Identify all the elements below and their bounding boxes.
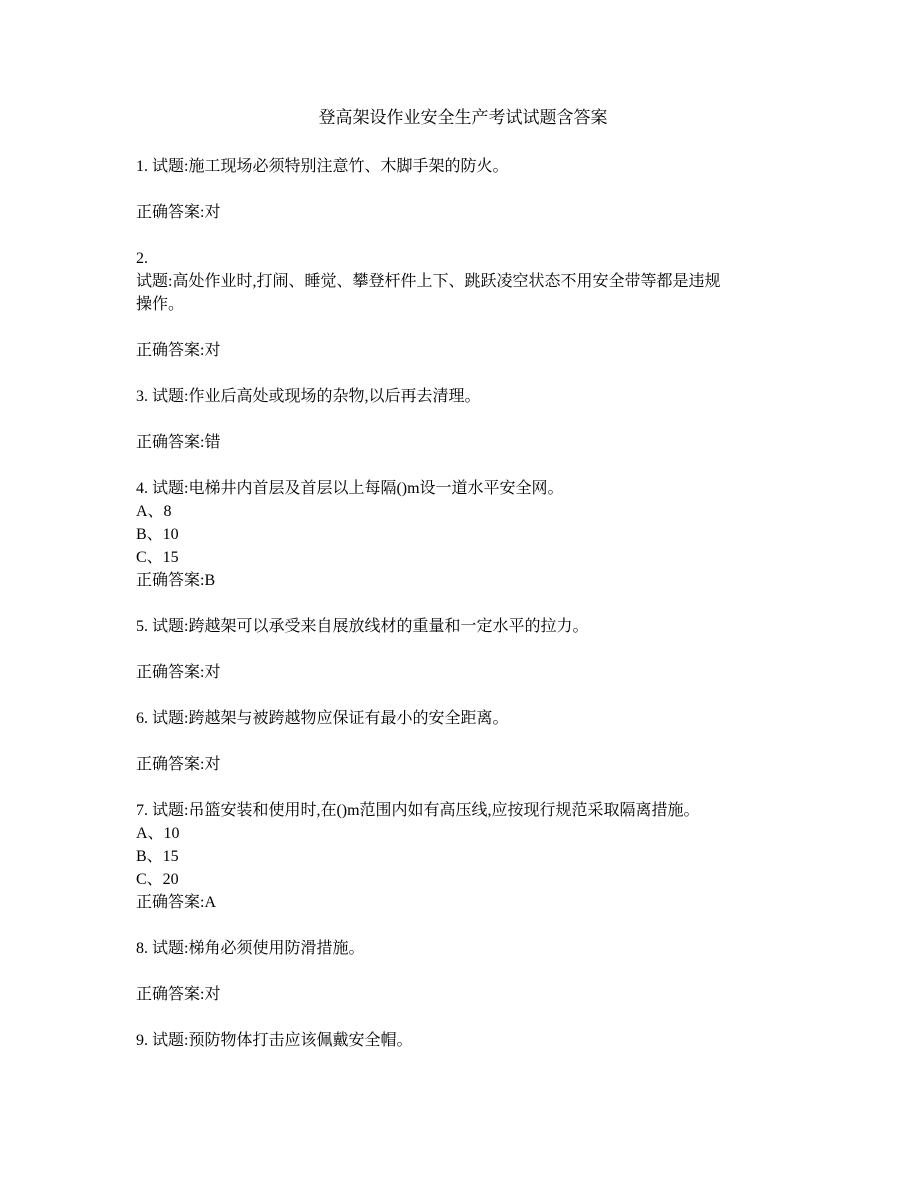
answer-label: 正确答案: [136,986,205,1003]
question-prefix: 试题: [152,802,189,819]
answer-1 [136,201,790,224]
answer-value: 对 [204,342,221,359]
answer-value: A [204,894,217,911]
answer-label: 正确答案: [136,204,205,221]
question-number: 2. [136,250,148,267]
question-6 [136,707,790,730]
answer-value: 错 [204,434,221,451]
question-number: 7. [136,802,148,819]
answer-label: 正确答案: [136,434,205,451]
question-prefix: 试题: [152,1032,189,1049]
question-text: 施工现场必须特别注意竹、木脚手架的防火。 [188,158,509,175]
question-number: 3. [136,388,148,405]
option-c: C、15 [136,549,179,566]
answer-label: 正确答案: [136,894,205,911]
question-number: 6. [136,710,148,727]
question-prefix: 试题: [152,940,189,957]
answer-label: 正确答案: [136,664,205,681]
answer-8 [136,983,790,1006]
question-3 [136,385,790,408]
question-number: 1. [136,158,148,175]
answer-3 [136,431,790,454]
question-text: 跨越架与被跨越物应保证有最小的安全距离。 [188,710,509,727]
question-9 [136,1029,790,1052]
answer-4 [136,569,790,592]
answer-value: 对 [204,664,221,681]
answer-7 [136,891,790,914]
question-number: 5. [136,618,148,635]
question-prefix: 试题: [152,158,189,175]
question-text: 梯角必须使用防滑措施。 [188,940,365,957]
option-b: B、10 [136,526,179,543]
option-c: C、20 [136,871,179,888]
answer-label: 正确答案: [136,756,205,773]
question-text-line-1: 高处作业时,打闹、睡觉、攀登杆件上下、跳跃凌空状态不用安全带等都是违规 [172,273,721,290]
answer-value: 对 [204,986,221,1003]
question-4 [136,477,790,500]
answer-value: 对 [204,756,221,773]
answer-5 [136,661,790,684]
option-a: A、10 [136,825,180,842]
question-text: 电梯井内首层及首层以上每隔()m设一道水平安全网。 [188,480,564,497]
question-1 [136,155,790,178]
question-text: 预防物体打击应该佩戴安全帽。 [188,1032,413,1049]
question-prefix: 试题: [152,388,189,405]
option-b: B、15 [136,848,179,865]
answer-6 [136,753,790,776]
option-a: A、8 [136,503,172,520]
answer-label: 正确答案: [136,572,205,589]
answer-value: 对 [204,204,221,221]
question-prefix: 试题: [136,273,173,290]
question-number: 4. [136,480,148,497]
options-4 [136,500,790,569]
question-text: 跨越架可以承受来自展放线材的重量和一定水平的拉力。 [188,618,589,635]
answer-2 [136,339,790,362]
answer-value: B [204,572,216,589]
question-2 [136,247,790,316]
question-8 [136,937,790,960]
question-5 [136,615,790,638]
answer-label: 正确答案: [136,342,205,359]
question-text-line-2: 操作。 [136,296,185,313]
options-7 [136,822,790,891]
question-prefix: 试题: [152,710,189,727]
question-number: 8. [136,940,148,957]
question-text: 吊篮安装和使用时,在()m范围内如有高压线,应按现行规范采取隔离措施。 [188,802,700,819]
question-7 [136,799,790,822]
document-title: 登高架设作业安全生产考试试题含答案 [318,108,608,127]
question-prefix: 试题: [152,480,189,497]
question-text: 作业后高处或现场的杂物,以后再去清理。 [188,388,481,405]
question-number: 9. [136,1032,148,1049]
question-prefix: 试题: [152,618,189,635]
